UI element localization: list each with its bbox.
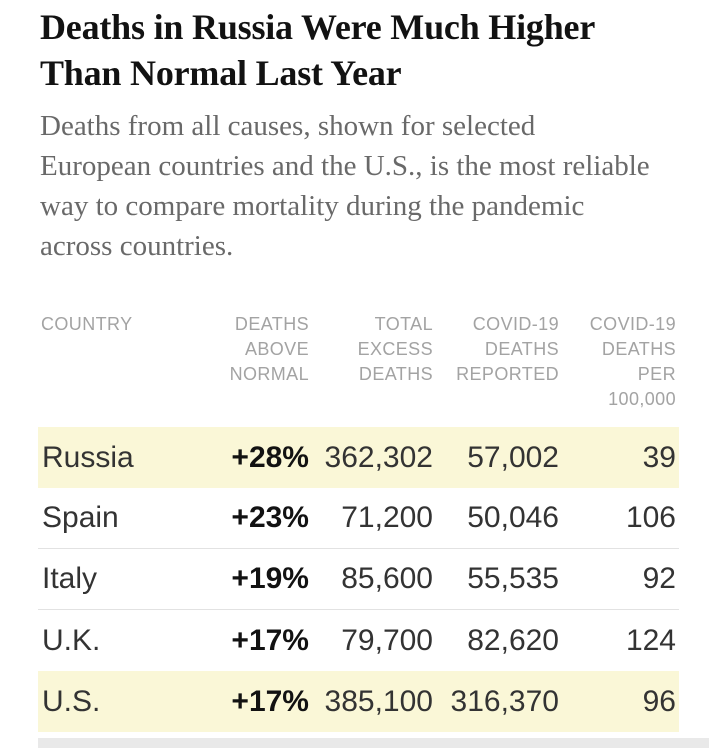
- cell-covid-deaths-per-100000: 39: [642, 440, 676, 474]
- cell-covid-deaths-per-100000: 92: [642, 562, 676, 595]
- cell-covid-deaths-per-100000: 106: [625, 501, 676, 534]
- column-header-country: COUNTRY: [41, 314, 133, 334]
- column-header-covid-deaths-per-100000: COVID-19 DEATHS PER 100,000: [589, 314, 676, 409]
- table-row-italy: [38, 549, 679, 610]
- cell-deaths-above-normal: +28%: [231, 440, 309, 474]
- cell-deaths-above-normal: +17%: [231, 684, 309, 718]
- column-header-covid-deaths-reported: COVID-19 DEATHS REPORTED: [456, 314, 559, 384]
- cell-deaths-above-normal: +23%: [231, 501, 309, 534]
- column-header-deaths-above-normal: DEATHS ABOVE NORMAL: [229, 314, 309, 384]
- bottom-divider: [38, 738, 709, 748]
- cell-covid-deaths-per-100000: 124: [625, 623, 676, 657]
- cell-total-excess-deaths: 71,200: [341, 501, 433, 534]
- cell-total-excess-deaths: 79,700: [341, 623, 433, 657]
- page-title-line2: Than Normal Last Year: [40, 53, 402, 93]
- cell-covid-deaths-per-100000: 96: [642, 684, 676, 718]
- cell-country: Spain: [42, 501, 119, 534]
- page-subtitle: Deaths from all causes, shown for selected European countries and the U.S., is the most reliable way to compare mortality during the pandemic across countries.: [40, 110, 650, 262]
- cell-covid-deaths-reported: 82,620: [467, 623, 559, 657]
- table-row-uk: [38, 610, 679, 671]
- cell-total-excess-deaths: 362,302: [324, 440, 433, 474]
- table-header-row: [38, 312, 679, 412]
- table-row-russia: [38, 427, 679, 488]
- cell-covid-deaths-reported: 50,046: [467, 501, 559, 534]
- table-row-spain: [38, 488, 679, 549]
- cell-country: U.K.: [42, 623, 101, 657]
- column-header-total-excess-deaths: TOTAL EXCESS DEATHS: [357, 314, 433, 384]
- cell-country: Italy: [42, 562, 98, 595]
- page-title-line1: Deaths in Russia Were Much Higher: [40, 7, 596, 47]
- cell-total-excess-deaths: 385,100: [324, 684, 433, 718]
- table-row-us: [38, 671, 679, 732]
- deaths-table: [38, 312, 679, 732]
- cell-deaths-above-normal: +17%: [231, 623, 309, 657]
- cell-covid-deaths-reported: 57,002: [467, 440, 559, 474]
- cell-deaths-above-normal: +19%: [231, 562, 309, 595]
- cell-country: Russia: [42, 440, 134, 474]
- cell-covid-deaths-reported: 55,535: [467, 562, 559, 595]
- cell-total-excess-deaths: 85,600: [341, 562, 433, 595]
- cell-country: U.S.: [42, 684, 101, 718]
- cell-covid-deaths-reported: 316,370: [450, 684, 559, 718]
- page-title: [40, 4, 669, 96]
